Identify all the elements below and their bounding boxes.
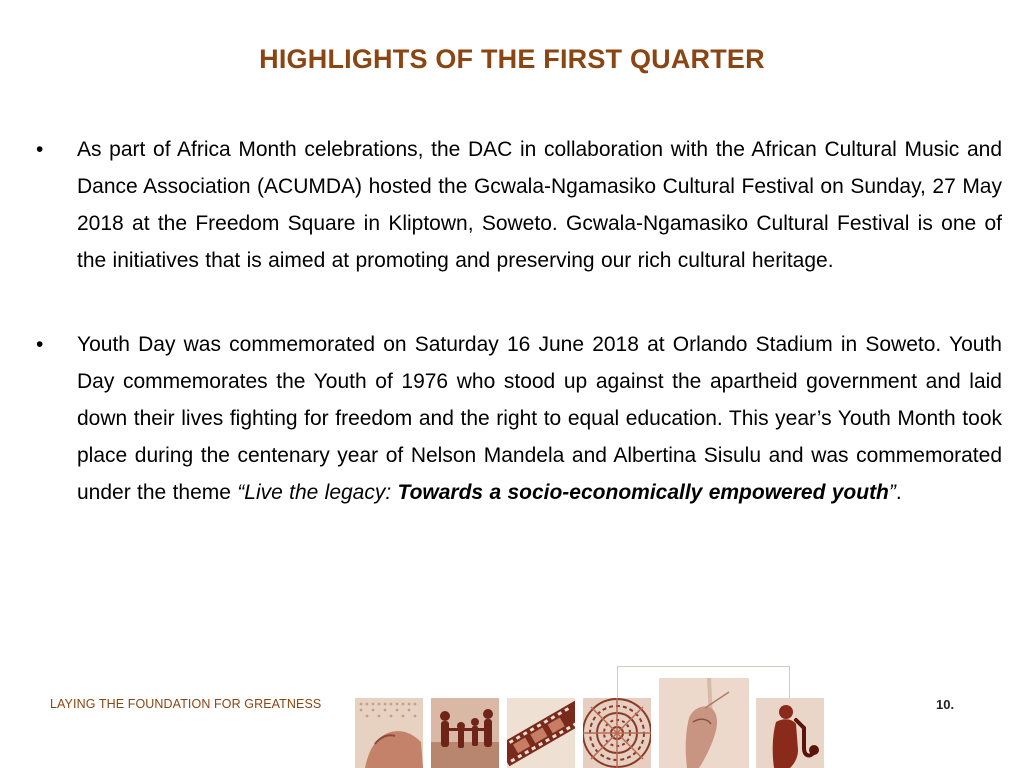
hands-braille-photo — [355, 698, 423, 768]
bullet-item-africa-month — [30, 131, 1002, 279]
bullet-list — [30, 131, 1002, 511]
theme-quote-close: ” — [888, 481, 896, 504]
woven-basket-photo — [583, 698, 651, 768]
theme-quote-bold: Towards a socio-economically empowered youth — [397, 481, 889, 504]
film-strip-photo — [507, 698, 575, 768]
page-number: 10. — [936, 697, 955, 712]
bullet-marker: • — [36, 333, 44, 356]
bullet-marker: • — [36, 138, 44, 161]
family-silhouette-photo — [431, 698, 499, 768]
footer-tagline: LAYING THE FOUNDATION FOR GREATNESS — [50, 697, 322, 711]
theme-quote-open: “Live the legacy: — [237, 481, 398, 504]
bullet-text: Youth Day was commemorated on Saturday 16 June 2018 at Orlando Stadium in Soweto. Youth Day commemorates the Youth of 1976 who stood up against the apartheid government and laid down their lives fighting for freedom and the right to equal education. This year’s Youth Month took place during the centenary year of Nelson Mandela and Albertina Sisulu and was commemorated under the theme — [77, 333, 1002, 504]
ballet-shoes-photo — [659, 678, 749, 768]
sentence-period: . — [895, 481, 902, 504]
bullet-item-youth-day — [30, 326, 1002, 511]
bullet-text: As part of Africa Month celebrations, the DAC in collaboration with the African Cultural Music and Dance Association (ACUMDA) hosted the Gcwala-Ngamasiko Cultural Festival on Sunday, 27 May 2018 at the Freedom Square in Kliptown, Soweto. Gcwala-Ngamasiko Cultural Festival is one of the initiatives that is aimed at promoting and preserving our rich cultural heritage. — [77, 138, 1002, 272]
saxophone-player-photo — [756, 698, 824, 768]
slide-title: HIGHLIGHTS OF THE FIRST QUARTER — [259, 44, 765, 74]
